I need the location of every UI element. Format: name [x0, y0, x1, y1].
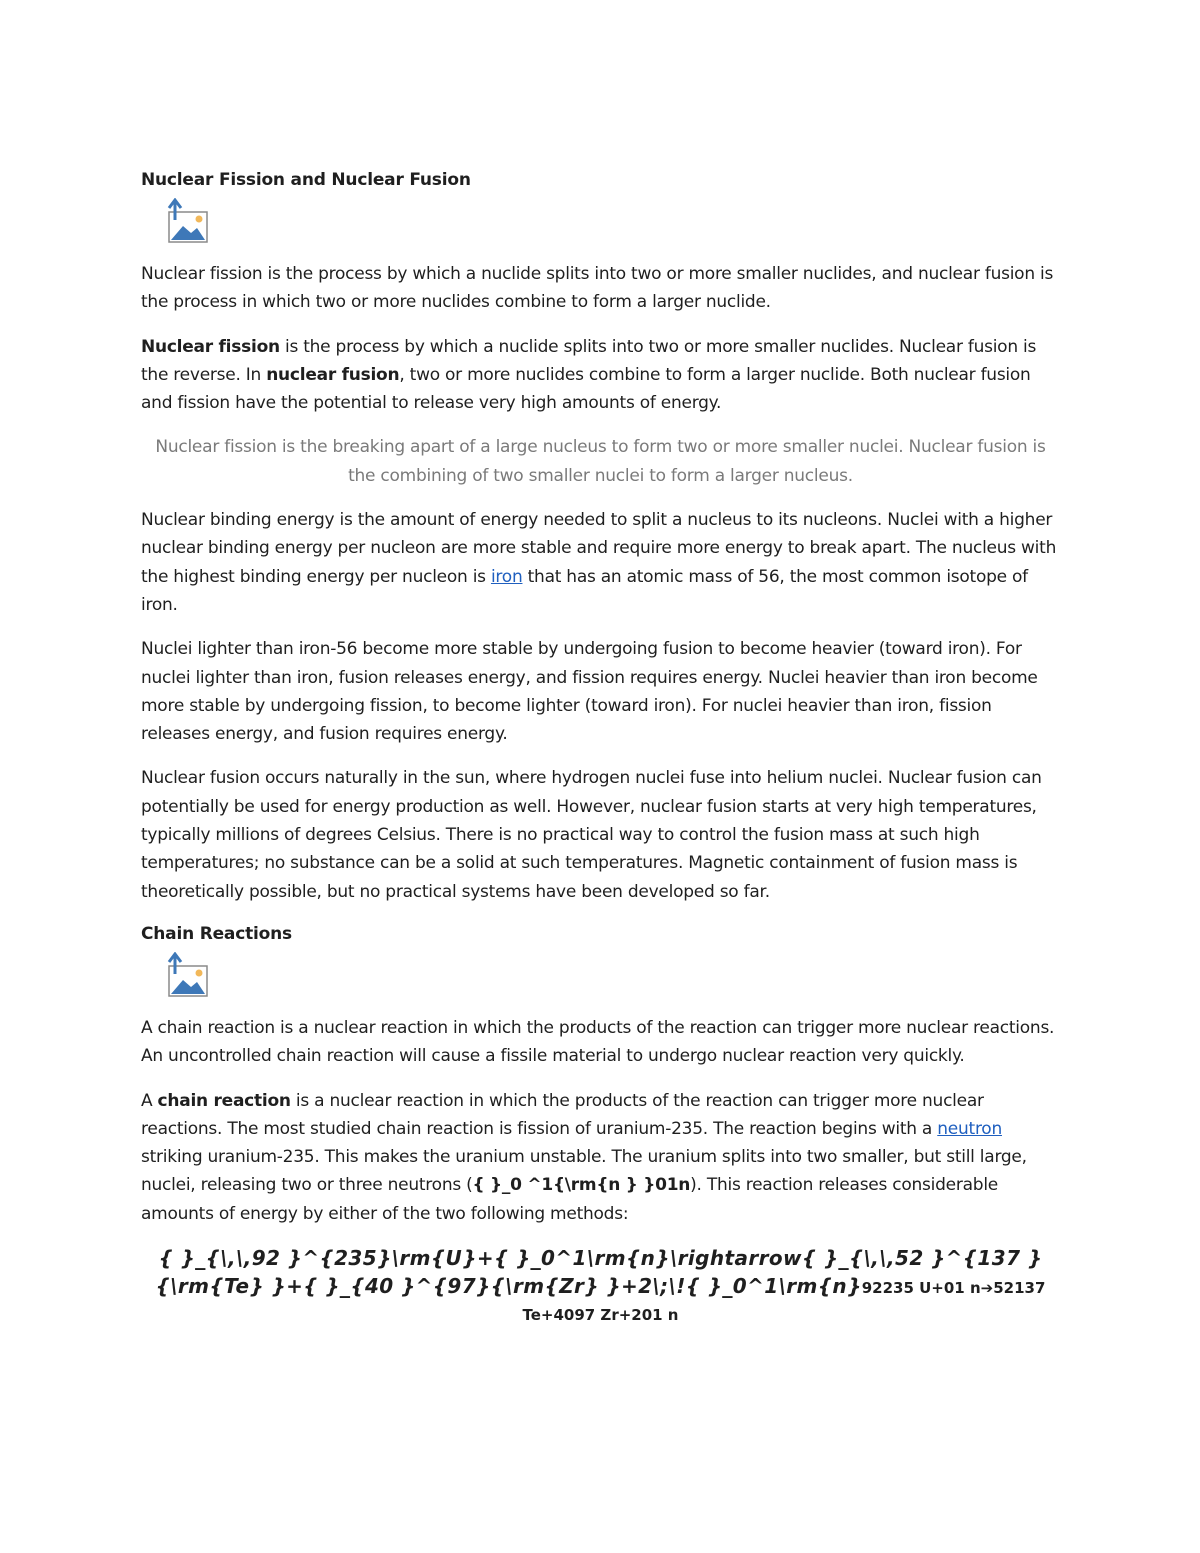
- chain-reaction-intro-paragraph: A chain reaction is a nuclear reaction in which the products of the reaction can trigger more nuclear reactions. An uncontrolled chain reaction will cause a fissile material to undergo nuclear reaction very quickly.: [141, 1017, 1055, 1067]
- neutron-link[interactable]: neutron: [937, 1118, 1002, 1139]
- iron-stability-paragraph: Nuclei lighter than iron-56 become more stable by undergoing fusion to become heavier (toward iron). For nuclei lighter than iron, fusion releases energy, and fission requires energy. Nuclei heavier than iron become more stable by undergoing fission, to become lighter (toward iron). For nuclei heavier than iron, fission releases energy, and fusion requires energy.: [141, 639, 1038, 745]
- fusion-sun-paragraph: Nuclear fusion occurs naturally in the sun, where hydrogen nuclei fuse into helium nuclei. Nuclear fusion can potentially be used for energy production as well. However, nuclear fusion starts at very high temperatures, typically millions of degrees Celsius. There is no practical way to control the fusion mass at such high temperatures; no substance can be a solid at such temperatures. Magnetic containment of fusion mass is theoretically possible, but no practical systems have been developed so far.: [141, 768, 1042, 902]
- summary-quote: Nuclear fission is the breaking apart of a large nucleus to form two or more smaller nuclei. Nuclear fusion is the combining of two smaller nuclei to form a larger nucleus.: [155, 437, 1046, 486]
- image-placeholder-icon: [167, 198, 211, 246]
- text-span: is the process by which a nuclide splits into two or more smaller nuclides. Nuclear fusion is the reverse. In: [141, 336, 1037, 385]
- fission-equation: [141, 1244, 1060, 1302]
- neutron-plain: 01n: [655, 1175, 691, 1196]
- text-span: ). This reaction releases considerable amounts of energy by either of the two following methods:: [141, 1175, 998, 1224]
- equation-plain-part2: Te+4097 Zr+201 n: [522, 1306, 679, 1325]
- neutron-latex: { }_0 ^1{\rm{n } }: [472, 1175, 656, 1196]
- text-span: is a nuclear reaction in which the products of the reaction can trigger more nuclear reactions. The most studied chain reaction is fission of uranium-235. The reaction begins with a: [141, 1090, 984, 1139]
- image-placeholder-icon: [167, 952, 211, 1000]
- term-chain-reaction: chain reaction: [157, 1090, 291, 1111]
- text-span: A: [141, 1090, 158, 1111]
- term-nuclear-fission: Nuclear fission: [141, 336, 280, 357]
- fission-fusion-paragraph: [141, 333, 1060, 418]
- text-span: Nuclear binding energy is the amount of energy needed to split a nucleus to its nucleons. Nuclei with a higher nuclear binding energy per nucleon are more stable and require more energy to break apart. The nucleus with the highest binding energy per nucleon is: [141, 510, 1057, 587]
- text-span: striking uranium-235. This makes the uranium unstable. The uranium splits into two smaller, but still large, nuclei, releasing two or three neutrons (: [141, 1147, 1027, 1196]
- intro-paragraph: Nuclear fission is the process by which a nuclide splits into two or more smaller nuclides, and nuclear fusion is the process in which two or more nuclides combine to form a larger nuclide.: [141, 264, 1054, 313]
- section-heading-chain-reactions: Chain Reactions: [141, 923, 292, 944]
- text-span: , two or more nuclides combine to form a larger nuclide. Both nuclear fusion and fission have the potential to release very high amounts of energy.: [141, 364, 1031, 414]
- page-title: Nuclear Fission and Nuclear Fusion: [141, 170, 471, 190]
- equation-latex: { }_{\,\,92 }^{235}\rm{U}+{ }_0^1\rm{n}\rightarrow{ }_{\,\,52 }^{137 }{\rm{Te} }+{ }_{40 }^{97}{\rm{Zr} }+2\;\!{ }_0^1\rm{n}: [155, 1246, 1043, 1299]
- term-nuclear-fusion: nuclear fusion: [266, 364, 400, 385]
- chain-reaction-detail-paragraph: [141, 1087, 1060, 1228]
- binding-energy-paragraph: [141, 506, 1060, 619]
- equation-plain-part1: 92235 U+01 n➔52137: [861, 1279, 1046, 1298]
- text-span: that has an atomic mass of 56, the most common isotope of iron.: [141, 566, 1028, 615]
- iron-link[interactable]: iron: [490, 566, 523, 587]
